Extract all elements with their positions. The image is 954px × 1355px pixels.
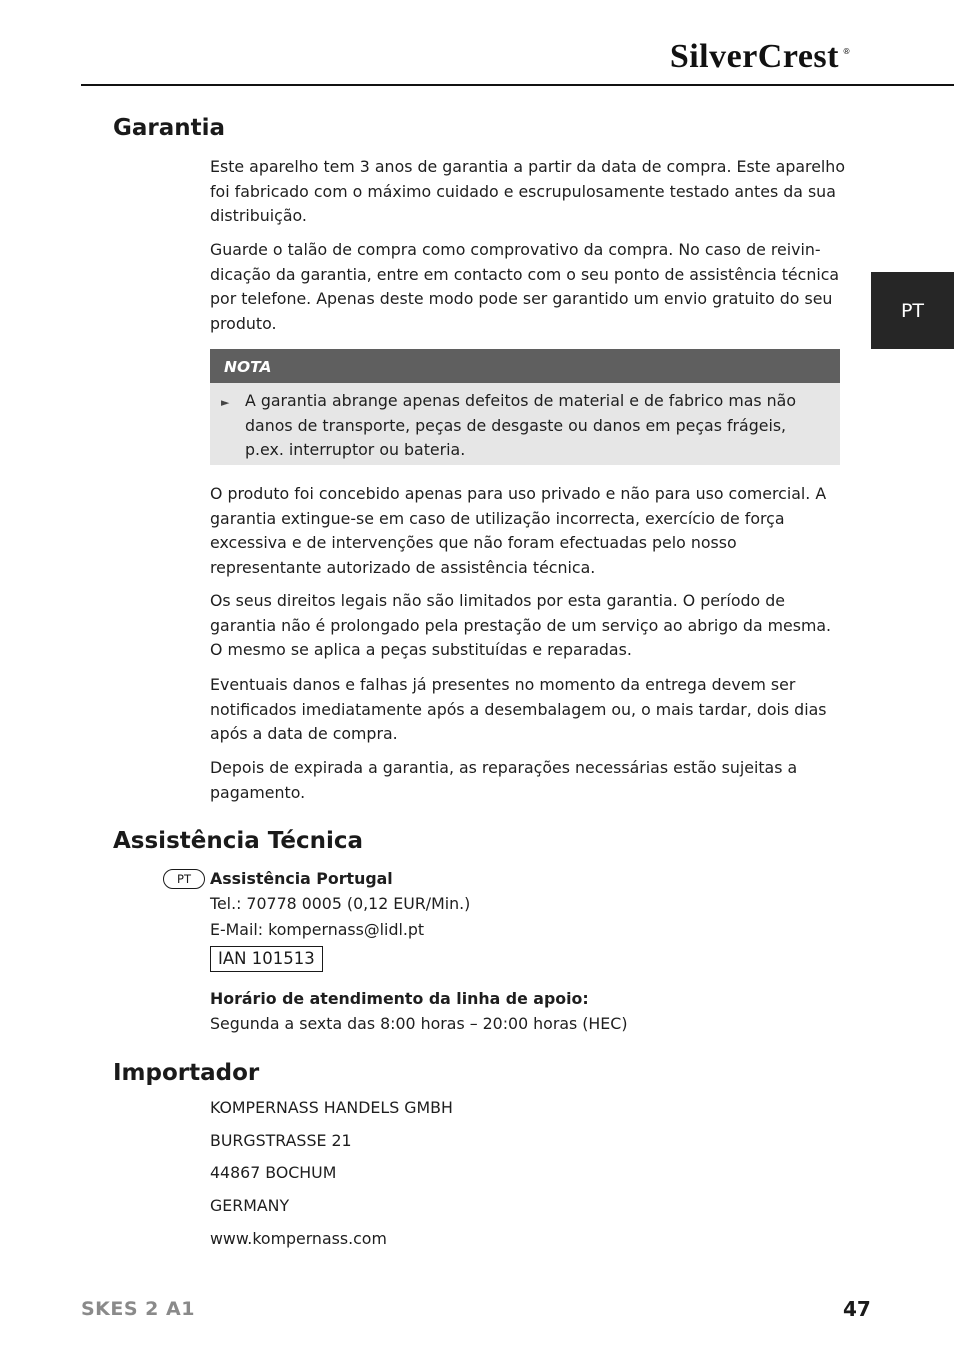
language-tab: PT bbox=[871, 272, 954, 349]
hours-text: Segunda a sexta das 8:00 horas – 20:00 horas (HEC) bbox=[210, 1014, 628, 1033]
garantia-paragraph-1: Este aparelho tem 3 anos de garantia a partir da data de compra. Este aparelho foi fabricado com o máximo cuidado e escrupulosamente testado antes da sua distribuição. bbox=[210, 157, 845, 226]
section-heading-importador: Importador bbox=[113, 1060, 260, 1086]
brand-logo bbox=[669, 38, 851, 75]
importer-website: www.kompernass.com bbox=[210, 1229, 387, 1248]
garantia-paragraph-5: Eventuais danos e falhas já presentes no momento da entrega devem ser notificados imediatamente após a desembalagem ou, o mais tardar, dois dias após a data de compra. bbox=[210, 675, 827, 744]
note-title: NOTA bbox=[210, 349, 840, 383]
importer-street: BURGSTRASSE 21 bbox=[210, 1131, 352, 1150]
garantia-paragraph-2: Guarde o talão de compra como comprovativo da compra. No caso de reivindicação da garantia, entre em contacto com o seu ponto de assistência técnica por telefone. Apenas deste modo pode ser garantido um envio gratuito do seu produto. bbox=[210, 240, 840, 334]
importer-city: 44867 BOCHUM bbox=[210, 1163, 337, 1182]
service-email: E-Mail: kompernass@lidl.pt bbox=[210, 920, 425, 939]
note-text: A garantia abrange apenas defeitos de material e de fabrico mas não danos de transporte, peças de desgaste ou danos em peças frágeis, p.ex. interruptor ou bateria. bbox=[245, 391, 796, 460]
importer-company: KOMPERNASS HANDELS GMBH bbox=[210, 1098, 453, 1117]
footer-model: SKES 2 A1 bbox=[81, 1298, 195, 1320]
header-rule bbox=[81, 84, 954, 86]
trademark-symbol: ® bbox=[842, 47, 851, 56]
garantia-paragraph-3: O produto foi concebido apenas para uso privado e não para uso comercial. A garantia extingue-se em caso de utilização incorrecta, exercício de força excessiva e de intervenções que não foram efectuadas pelo nosso representante autorizado de assistência técnica. bbox=[210, 484, 827, 578]
hours-label: Horário de atendimento da linha de apoio: bbox=[210, 989, 589, 1008]
page-number: 47 bbox=[843, 1297, 871, 1321]
note-box bbox=[210, 349, 840, 465]
section-heading-assistencia: Assistência Técnica bbox=[113, 828, 364, 854]
importer-country: GERMANY bbox=[210, 1196, 290, 1215]
section-heading-garantia: Garantia bbox=[113, 115, 226, 141]
country-badge: PT bbox=[163, 869, 205, 889]
garantia-paragraph-6: Depois de expirada a garantia, as reparações necessárias estão sujeitas a pagamento. bbox=[210, 758, 798, 802]
garantia-paragraph-4: Os seus direitos legais não são limitados por esta garantia. O período de garantia não é prolongado pela prestação de um serviço ao abrigo da mesma. O mesmo se aplica a peças substituídas e reparadas. bbox=[210, 591, 832, 660]
service-phone: Tel.: 70778 0005 (0,12 EUR/Min.) bbox=[210, 894, 471, 913]
bullet-arrow-icon: ► bbox=[221, 396, 230, 409]
note-item bbox=[210, 383, 840, 463]
ian-box: IAN 101513 bbox=[210, 946, 323, 972]
service-name: Assistência Portugal bbox=[210, 869, 393, 888]
brand-logo-text: SilverCrest bbox=[669, 38, 839, 75]
